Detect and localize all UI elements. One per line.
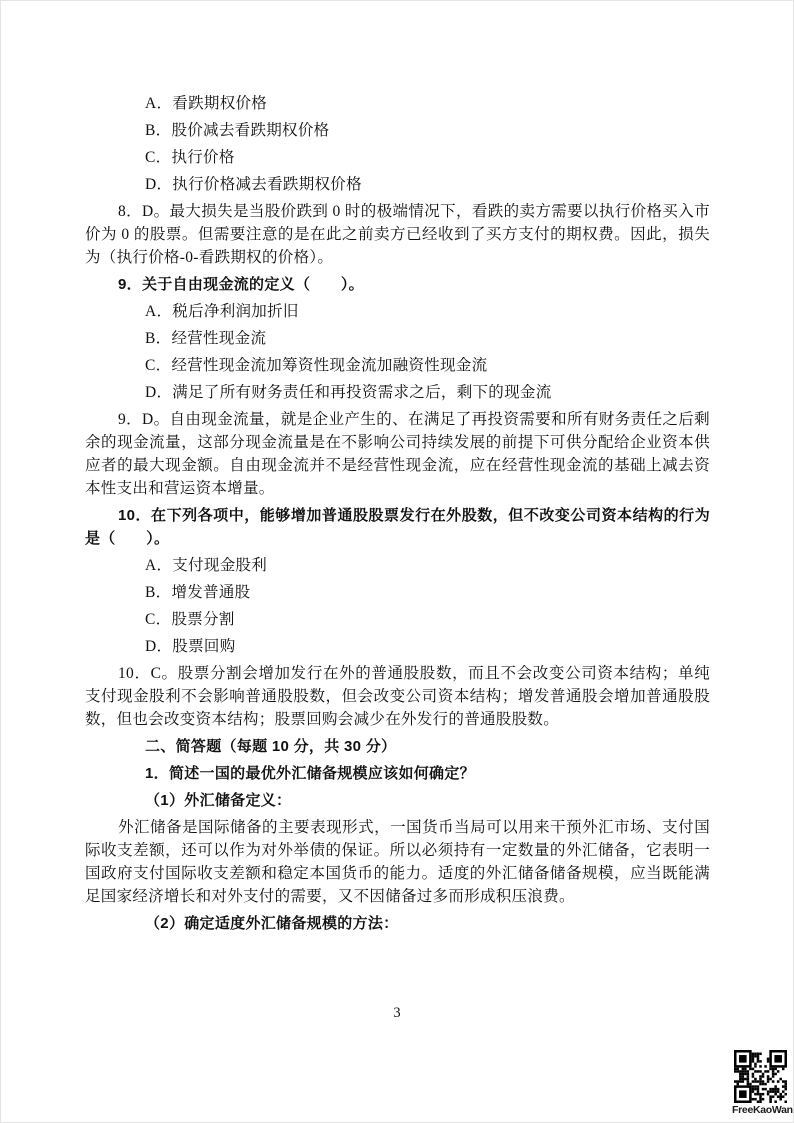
qr-code-icon: [732, 1050, 788, 1103]
option-item: A．税后净利润加折旧: [145, 303, 299, 320]
option-item: B．经营性现金流: [145, 330, 267, 347]
option-item: B．增发普通股: [145, 584, 251, 601]
option-item: D．满足了所有财务责任和再投资需求之后，剩下的现金流: [145, 384, 552, 401]
question-stem: 10．在下列各项中，能够增加普通股股票发行在外股数，但不改变公司资本结构的行为是（ ）。: [85, 507, 710, 547]
answer-paragraph: 9．D。自由现金流量，就是企业产生的、在满足了再投资需要和所有财务责任之后剩余的现金流量，这部分现金流量是在不影响公司持续发展的前提下可供分配给企业资本供应者的最大现金额。自由现金流并不是经营性现金流，应在经营性现金流的基础上减去资本性支出和营运资本增量。: [85, 411, 710, 497]
option-item: C．经营性现金流加筹资性现金流加融资性现金流: [145, 357, 488, 374]
watermark-label: FreeKaoWan: [732, 1104, 793, 1116]
answer-paragraph: 10．C。股票分割会增加发行在外的普通股股数，而且不会改变公司资本结构；单纯支付现金股利不会影响普通股股数，但会改变公司资本结构；增发普通股会增加普通股股数，但也会改变资本结构；股票回购会减少在外发行的普通股股数。: [85, 665, 710, 728]
footer-watermark: [732, 1050, 793, 1116]
option-item: D．股票回购: [145, 638, 236, 655]
section-heading: 二、简答题（每题 10 分，共 30 分）: [145, 738, 397, 755]
document-content: [85, 89, 710, 939]
question-stem: 9．关于自由现金流的定义（ ）。: [118, 276, 364, 293]
option-item: B．股价减去看跌期权价格: [145, 122, 330, 139]
option-item: C．执行价格: [145, 149, 235, 166]
body-paragraph: 外汇储备是国际储备的主要表现形式，一国货币当局可以用来干预外汇市场、支付国际收支差额，还可以作为对外举债的保证。所以必须持有一定数量的外汇储备，它表明一国政府支付国际收支差额和稳定本国货币的能力。适度的外汇储备储备规模，应当既能满足国家经济增长和对外支付的需要，又不因储备过多而形成积压浪费。: [85, 819, 710, 905]
question-heading: 1．简述一国的最优外汇储备规模应该如何确定？: [145, 765, 475, 782]
option-item: D．执行价格减去看跌期权价格: [145, 176, 362, 193]
option-item: A．看跌期权价格: [145, 95, 268, 112]
answer-paragraph: 8．D。最大损失是当股价跌到 0 时的极端情况下，看跌的卖方需要以执行价格买入市价为 0 的股票。但需要注意的是在此之前卖方已经收到了买方支付的期权费。因此，损失为（执行价格-0-看跌期权的价格）。: [85, 203, 710, 266]
option-item: C．股票分割: [145, 611, 235, 628]
sub-heading: （1）外汇储备定义：: [145, 792, 292, 809]
page-number: 3: [393, 1005, 401, 1021]
option-item: A．支付现金股利: [145, 557, 268, 574]
sub-heading: （2）确定适度外汇储备规模的方法：: [145, 915, 399, 932]
